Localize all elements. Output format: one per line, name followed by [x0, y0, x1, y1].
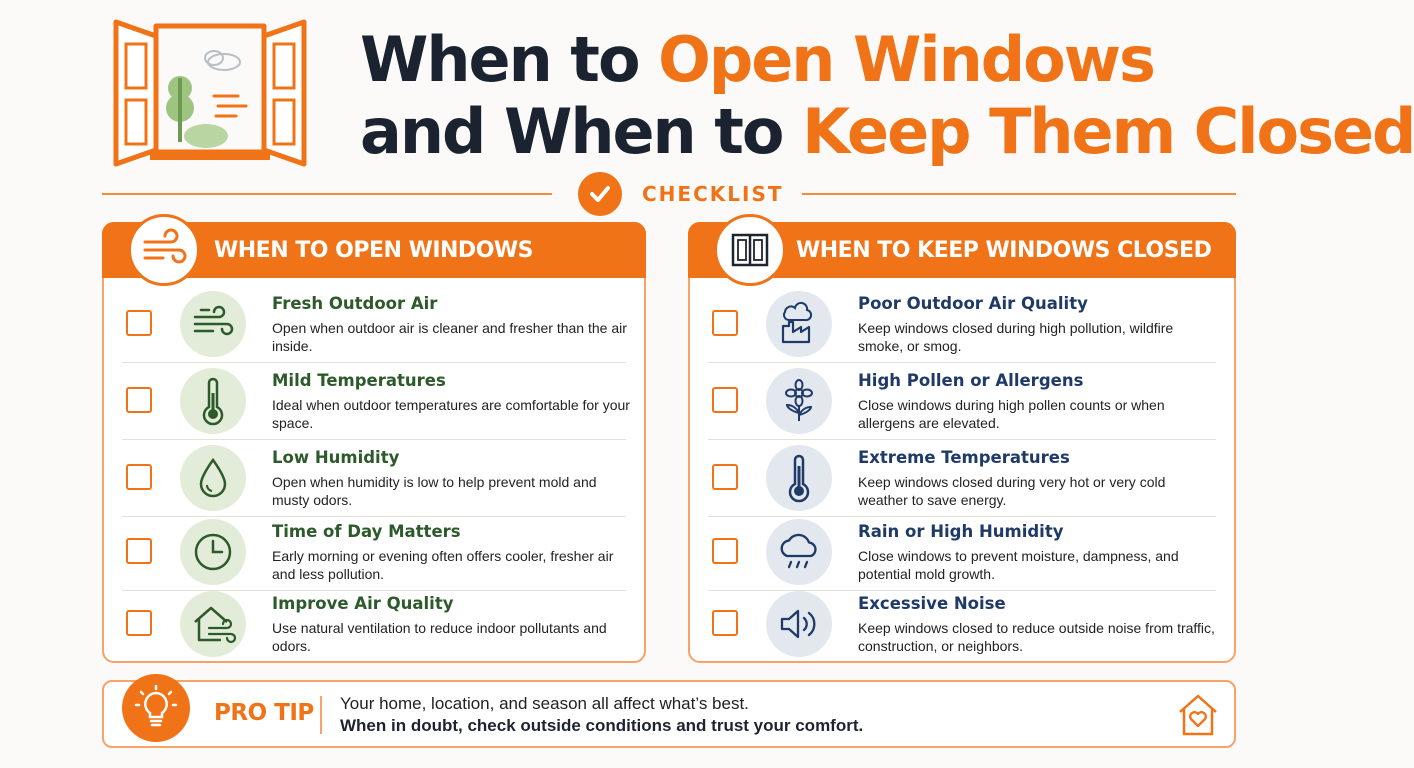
item-description: Close windows during high pollen counts or when allergens are elevated.	[858, 397, 1165, 431]
house-heart-icon	[1176, 692, 1220, 738]
list-item	[122, 286, 626, 363]
page-title	[360, 23, 1414, 168]
rain-cloud-icon	[766, 519, 832, 585]
checkbox[interactable]	[126, 310, 152, 336]
open-windows-title: WHEN TO OPEN WINDOWS	[214, 238, 534, 263]
checklist-divider	[102, 172, 1236, 216]
item-title: Rain or High Humidity	[858, 522, 1064, 541]
checkbox[interactable]	[712, 387, 738, 413]
speaker-noise-icon	[766, 591, 832, 657]
wind-icon	[180, 291, 246, 357]
closed-windows-header	[688, 222, 1236, 278]
checkbox[interactable]	[126, 538, 152, 564]
open-window-icon	[112, 18, 308, 166]
list-item	[122, 363, 630, 440]
item-title: Poor Outdoor Air Quality	[858, 294, 1088, 313]
item-title: Time of Day Matters	[272, 522, 461, 541]
closed-window-icon	[714, 214, 786, 286]
list-item	[122, 440, 626, 517]
title-line-1: When to Open Windows	[360, 23, 1154, 96]
item-title: Excessive Noise	[858, 594, 1006, 613]
water-drop-icon	[180, 445, 246, 511]
item-description: Ideal when outdoor temperatures are comfortable for your space.	[272, 397, 630, 431]
closed-windows-panel	[688, 222, 1236, 663]
factory-pollution-icon	[766, 291, 832, 357]
item-description: Open when humidity is low to help prevent mold and musty odors.	[272, 474, 597, 508]
divider-line-left	[102, 193, 552, 195]
checkbox[interactable]	[126, 387, 152, 413]
thermometer-icon	[180, 368, 246, 434]
item-description: Keep windows closed to reduce outside noise from traffic, construction, or neighbors.	[858, 620, 1215, 654]
open-windows-panel	[102, 222, 646, 663]
lightbulb-icon	[122, 674, 190, 742]
item-description: Keep windows closed during high pollution, wildfire smoke, or smog.	[858, 320, 1174, 354]
pro-tip-line-2: When in doubt, check outside conditions and trust your comfort.	[340, 716, 864, 735]
item-description: Open when outdoor air is cleaner and fresher than the air inside.	[272, 320, 627, 354]
pro-tip-separator	[320, 696, 322, 734]
list-item	[122, 514, 626, 591]
title-line-2: and When to Keep Them Closed	[360, 95, 1414, 168]
list-item	[708, 286, 1216, 363]
checkmark-icon	[578, 172, 622, 216]
list-item	[708, 586, 1216, 663]
house-ventilation-icon	[180, 591, 246, 657]
checkbox[interactable]	[126, 610, 152, 636]
list-item	[708, 440, 1216, 517]
pro-tip-line-1: Your home, location, and season all affect what’s best.	[340, 694, 749, 713]
item-title: Extreme Temperatures	[858, 448, 1070, 467]
flower-pollen-icon	[766, 368, 832, 434]
item-title: Fresh Outdoor Air	[272, 294, 438, 313]
checkbox[interactable]	[712, 310, 738, 336]
checklist-label: CHECKLIST	[642, 182, 784, 206]
pro-tip-label: PRO TIP	[214, 700, 314, 726]
wind-icon	[128, 214, 200, 286]
divider-line-right	[802, 193, 1236, 195]
item-title: Low Humidity	[272, 448, 400, 467]
open-windows-header	[102, 222, 646, 278]
item-title: Improve Air Quality	[272, 594, 454, 613]
item-description: Early morning or evening often offers cooler, fresher air and less pollution.	[272, 548, 614, 582]
list-item	[708, 514, 1216, 591]
clock-icon	[180, 519, 246, 585]
checkbox[interactable]	[712, 538, 738, 564]
item-title: Mild Temperatures	[272, 371, 446, 390]
thermometer-icon	[766, 445, 832, 511]
list-item	[122, 586, 626, 663]
item-description: Close windows to prevent moisture, dampness, and potential mold growth.	[858, 548, 1179, 582]
pro-tip-box	[102, 680, 1236, 748]
checkbox[interactable]	[712, 610, 738, 636]
closed-windows-title: WHEN TO KEEP WINDOWS CLOSED	[796, 238, 1212, 263]
checkbox[interactable]	[126, 464, 152, 490]
checkbox[interactable]	[712, 464, 738, 490]
item-title: High Pollen or Allergens	[858, 371, 1084, 390]
item-description: Use natural ventilation to reduce indoor pollutants and odors.	[272, 620, 607, 654]
list-item	[708, 363, 1216, 440]
item-description: Keep windows closed during very hot or very cold weather to save energy.	[858, 474, 1166, 508]
